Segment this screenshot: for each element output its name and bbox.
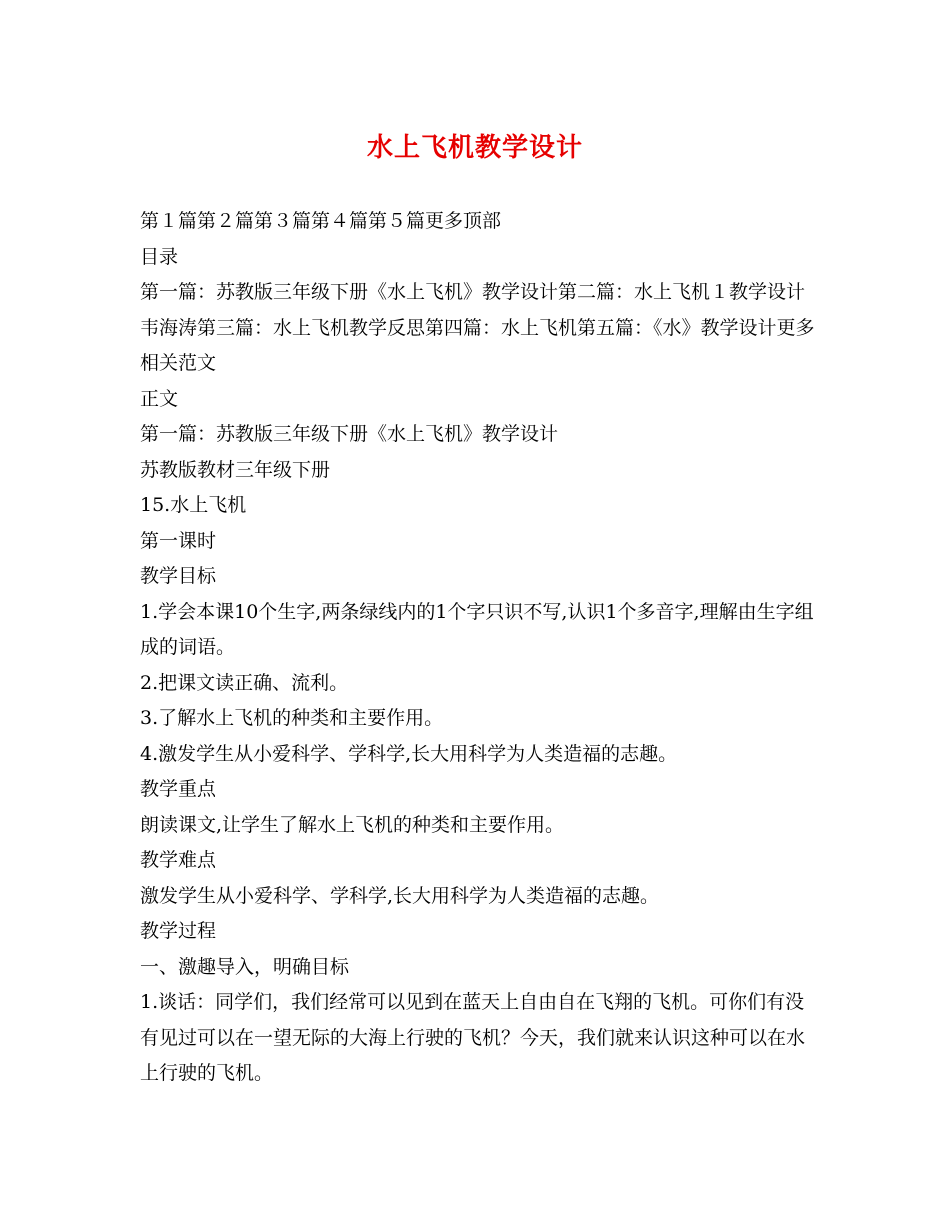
paragraph-chapter-title: 第一篇：苏教版三年级下册《水上飞机》教学设计	[140, 423, 559, 445]
paragraph-goal-1: 1.学会本课10个生字,两条绿线内的1个字只识不写,认识1个多音字,理解由生字组成的词语。	[140, 600, 814, 658]
paragraph-toc-list: 第一篇：苏教版三年级下册《水上飞机》教学设计第二篇：水上飞机１教学设计韦海涛第三篇：水上飞机教学反思第四篇：水上飞机第五篇：《水》教学设计更多相关范文	[140, 281, 815, 374]
paragraph-key-points-heading: 教学重点	[140, 778, 217, 800]
paragraph-section-nav: 第１篇第２篇第３篇第４篇第５篇更多顶部	[140, 210, 502, 232]
paragraph-key-points: 朗读课文,让学生了解水上飞机的种类和主要作用。	[140, 813, 565, 836]
paragraph-goal-3: 3.了解水上飞机的种类和主要作用。	[140, 707, 444, 729]
paragraph-goal-2: 2.把课文读正确、流利。	[140, 671, 349, 694]
paragraph-body-heading: 正文	[140, 387, 179, 410]
paragraph-step-1-text: 1.谈话：同学们，我们经常可以见到在蓝天上自由自在飞翔的飞机。可你们有没有见过可以在一望无际的大海上行驶的飞机？今天，我们就来认识这种可以在水上行驶的飞机。	[140, 991, 806, 1084]
paragraph-process-heading: 教学过程	[140, 920, 217, 942]
paragraph-difficulties: 激发学生从小爱科学、学科学,长大用科学为人类造福的志趣。	[140, 884, 660, 907]
document-title: 水上飞机教学设计	[366, 133, 583, 163]
paragraph-lesson-title: 15.水上飞机	[140, 494, 247, 516]
paragraph-textbook: 苏教版教材三年级下册	[140, 458, 331, 481]
paragraph-period: 第一课时	[140, 529, 217, 552]
paragraph-toc-heading: 目录	[140, 245, 179, 268]
paragraph-goals-heading: 教学目标	[140, 565, 217, 587]
document-body	[140, 204, 820, 1092]
paragraph-difficulties-heading: 教学难点	[140, 849, 217, 871]
paragraph-goal-4: 4.激发学生从小爱科学、学科学,长大用科学为人类造福的志趣。	[140, 742, 678, 765]
paragraph-step-1-heading: 一、激趣导入，明确目标	[140, 955, 350, 978]
